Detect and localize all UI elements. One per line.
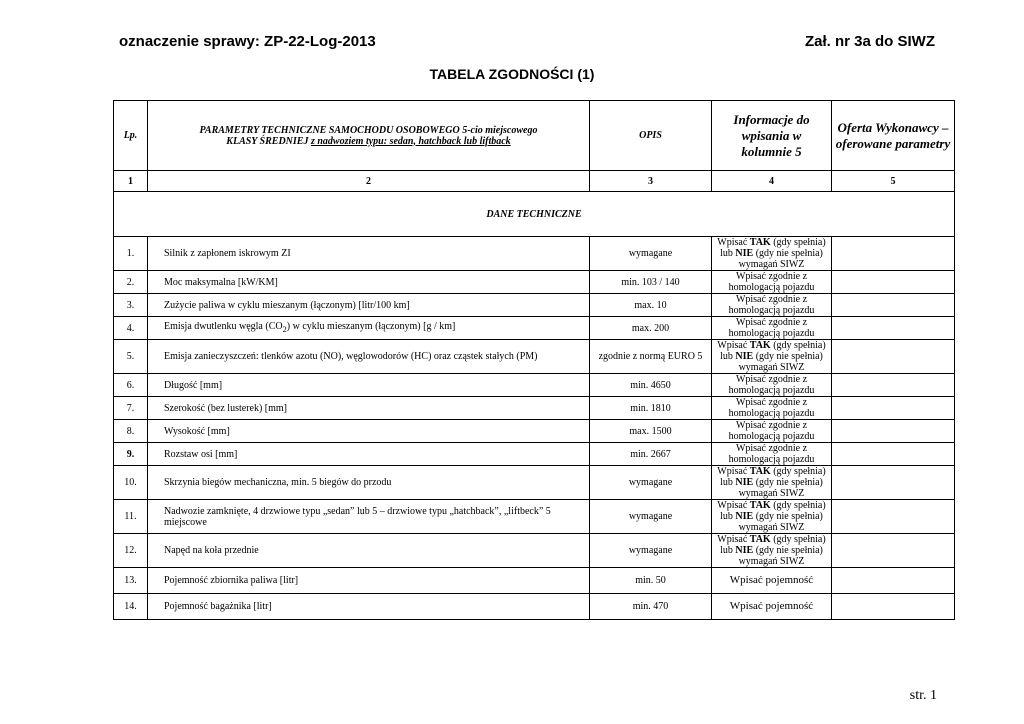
row-param: Wysokość [mm] <box>148 420 590 443</box>
row-offer-cell[interactable] <box>832 397 955 420</box>
annex-label: Zał. nr 3a do SIWZ <box>804 33 935 50</box>
row-opis: max. 1500 <box>590 420 712 443</box>
row-offer-cell[interactable] <box>832 443 955 466</box>
info-text: Wpisać <box>717 534 750 545</box>
row-param: Silnik z zapłonem iskrowym ZI <box>148 237 590 271</box>
row-info: Wpisać zgodnie z homologacją pojazdu <box>712 420 832 443</box>
row-offer-cell[interactable] <box>832 294 955 317</box>
column-number: 5 <box>832 171 955 192</box>
row-opis: wymagane <box>590 237 712 271</box>
col-header-params <box>148 101 590 171</box>
row-lp: 11. <box>114 500 148 534</box>
param-subscript: 2 <box>282 325 287 334</box>
row-param: Napęd na koła przednie <box>148 534 590 568</box>
row-offer-cell[interactable] <box>832 420 955 443</box>
case-number: oznaczenie sprawy: ZP-22-Log-2013 <box>119 33 376 50</box>
info-text: Wpisać <box>717 500 750 511</box>
col-header-lp: Lp. <box>114 101 148 171</box>
table-row <box>114 594 955 620</box>
table-row <box>114 466 955 500</box>
table-row <box>114 420 955 443</box>
row-offer-cell[interactable] <box>832 271 955 294</box>
row-param: Skrzynia biegów mechaniczna, min. 5 biegów do przodu <box>148 466 590 500</box>
row-lp: 6. <box>114 374 148 397</box>
info-text: Wpisać <box>717 466 750 477</box>
info-no: NIE <box>735 545 754 556</box>
row-param <box>148 317 590 340</box>
row-info: Wpisać pojemność <box>712 568 832 594</box>
row-lp: 3. <box>114 294 148 317</box>
row-param: Długość [mm] <box>148 374 590 397</box>
compliance-table <box>113 100 955 620</box>
table-row <box>114 237 955 271</box>
info-yes: TAK <box>749 500 771 511</box>
row-param: Zużycie paliwa w cyklu mieszanym (łączonym) [litr/100 km] <box>148 294 590 317</box>
column-number: 3 <box>590 171 712 192</box>
row-info: Wpisać zgodnie z homologacją pojazdu <box>712 271 832 294</box>
row-opis: wymagane <box>590 500 712 534</box>
row-offer-cell[interactable] <box>832 317 955 340</box>
row-lp: 9. <box>114 443 148 466</box>
param-text: Emisja dwutlenku węgla (CO <box>164 321 283 332</box>
column-number: 2 <box>148 171 590 192</box>
section-title: DANE TECHNICZNE <box>114 192 955 237</box>
info-text: (gdy nie spełnia) wymagań SIWZ <box>738 545 823 567</box>
row-param: Pojemność zbiornika paliwa [litr] <box>148 568 590 594</box>
row-opis: min. 50 <box>590 568 712 594</box>
row-param: Szerokość (bez lusterek) [mm] <box>148 397 590 420</box>
row-lp: 13. <box>114 568 148 594</box>
column-number: 1 <box>114 171 148 192</box>
section-row <box>114 192 955 237</box>
info-text: Wpisać <box>717 237 750 248</box>
table-row <box>114 271 955 294</box>
row-offer-cell[interactable] <box>832 466 955 500</box>
row-info <box>712 500 832 534</box>
row-offer-cell[interactable] <box>832 568 955 594</box>
row-opis: wymagane <box>590 466 712 500</box>
column-number-row <box>114 171 955 192</box>
table-row <box>114 294 955 317</box>
row-opis: min. 4650 <box>590 374 712 397</box>
row-info: Wpisać zgodnie z homologacją pojazdu <box>712 374 832 397</box>
row-info: Wpisać zgodnie z homologacją pojazdu <box>712 397 832 420</box>
row-info: Wpisać zgodnie z homologacją pojazdu <box>712 317 832 340</box>
table-row <box>114 340 955 374</box>
row-lp: 8. <box>114 420 148 443</box>
info-yes: TAK <box>749 534 771 545</box>
row-opis: max. 200 <box>590 317 712 340</box>
info-text: (gdy spełnia) lub <box>720 534 826 556</box>
row-offer-cell[interactable] <box>832 237 955 271</box>
table-row <box>114 534 955 568</box>
row-param: Nadwozie zamknięte, 4 drzwiowe typu „sedan” lub 5 – drzwiowe typu „hatchback”, „liftbeck” 5 miejscowe <box>148 500 590 534</box>
param-text: ) w cyklu mieszanym (łączonym) [g / km] <box>286 321 456 332</box>
info-text: (gdy spełnia) lub <box>720 500 826 522</box>
row-info <box>712 466 832 500</box>
row-lp: 12. <box>114 534 148 568</box>
info-text: (gdy nie spełnia) wymagań SIWZ <box>738 477 823 499</box>
table-row <box>114 397 955 420</box>
row-info: Wpisać zgodnie z homologacją pojazdu <box>712 443 832 466</box>
row-param: Rozstaw osi [mm] <box>148 443 590 466</box>
row-opis: wymagane <box>590 534 712 568</box>
row-offer-cell[interactable] <box>832 340 955 374</box>
col-header-params-line1: PARAMETRY TECHNICZNE SAMOCHODU OSOBOWEGO 5-cio miejscowego <box>199 124 538 136</box>
row-param: Moc maksymalna [kW/KM] <box>148 271 590 294</box>
info-text: (gdy spełnia) lub <box>720 237 826 259</box>
row-lp: 7. <box>114 397 148 420</box>
row-param: Emisja zanieczyszczeń: tlenków azotu (NO), węglowodorów (HC) oraz cząstek stałych (PM) <box>148 340 590 374</box>
col-header-offer: Oferta Wykonawcy – oferowane parametry <box>832 101 955 171</box>
info-no: NIE <box>735 511 754 522</box>
row-info: Wpisać pojemność <box>712 594 832 620</box>
table-row <box>114 500 955 534</box>
info-yes: TAK <box>749 237 771 248</box>
row-opis: zgodnie z normą EURO 5 <box>590 340 712 374</box>
info-yes: TAK <box>749 466 771 477</box>
col-header-info: Informacje do wpisania w kolumnie 5 <box>712 101 832 171</box>
row-info <box>712 237 832 271</box>
info-no: NIE <box>735 477 754 488</box>
row-opis: min. 103 / 140 <box>590 271 712 294</box>
row-opis: min. 1810 <box>590 397 712 420</box>
row-opis: min. 2667 <box>590 443 712 466</box>
col-header-params-line2 <box>151 136 586 147</box>
row-lp: 10. <box>114 466 148 500</box>
info-no: NIE <box>735 248 754 259</box>
row-lp: 4. <box>114 317 148 340</box>
table-row <box>114 443 955 466</box>
info-text: Wpisać <box>717 340 750 351</box>
row-offer-cell[interactable] <box>832 594 955 620</box>
col-header-params-body-type: z nadwoziem typu: sedan, hatchback lub liftback <box>310 135 511 147</box>
row-offer-cell[interactable] <box>832 534 955 568</box>
info-yes: TAK <box>749 340 771 351</box>
row-info <box>712 534 832 568</box>
table-row <box>114 374 955 397</box>
row-param: Pojemność bagażnika [litr] <box>148 594 590 620</box>
row-info: Wpisać zgodnie z homologacją pojazdu <box>712 294 832 317</box>
row-opis: max. 10 <box>590 294 712 317</box>
info-no: NIE <box>735 351 754 362</box>
row-info <box>712 340 832 374</box>
row-lp: 14. <box>114 594 148 620</box>
info-text: (gdy nie spełnia) wymagań SIWZ <box>738 248 823 270</box>
row-offer-cell[interactable] <box>832 500 955 534</box>
row-lp: 5. <box>114 340 148 374</box>
col-header-params-class: KLASY ŚREDNIEJ <box>226 135 311 147</box>
row-lp: 2. <box>114 271 148 294</box>
table-row <box>114 317 955 340</box>
info-text: (gdy spełnia) lub <box>720 340 826 362</box>
page-number: str. 1 <box>909 688 937 703</box>
column-number: 4 <box>712 171 832 192</box>
row-offer-cell[interactable] <box>832 374 955 397</box>
info-text: (gdy spełnia) lub <box>720 466 826 488</box>
info-text: (gdy nie spełnia) wymagań SIWZ <box>738 511 823 533</box>
document-title: TABELA ZGODNOŚCI (1) <box>429 66 595 82</box>
table-row <box>114 568 955 594</box>
row-lp: 1. <box>114 237 148 271</box>
row-opis: min. 470 <box>590 594 712 620</box>
col-header-opis: OPIS <box>590 101 712 171</box>
info-text: (gdy nie spełnia) wymagań SIWZ <box>738 351 823 373</box>
table-header-row <box>114 101 955 171</box>
